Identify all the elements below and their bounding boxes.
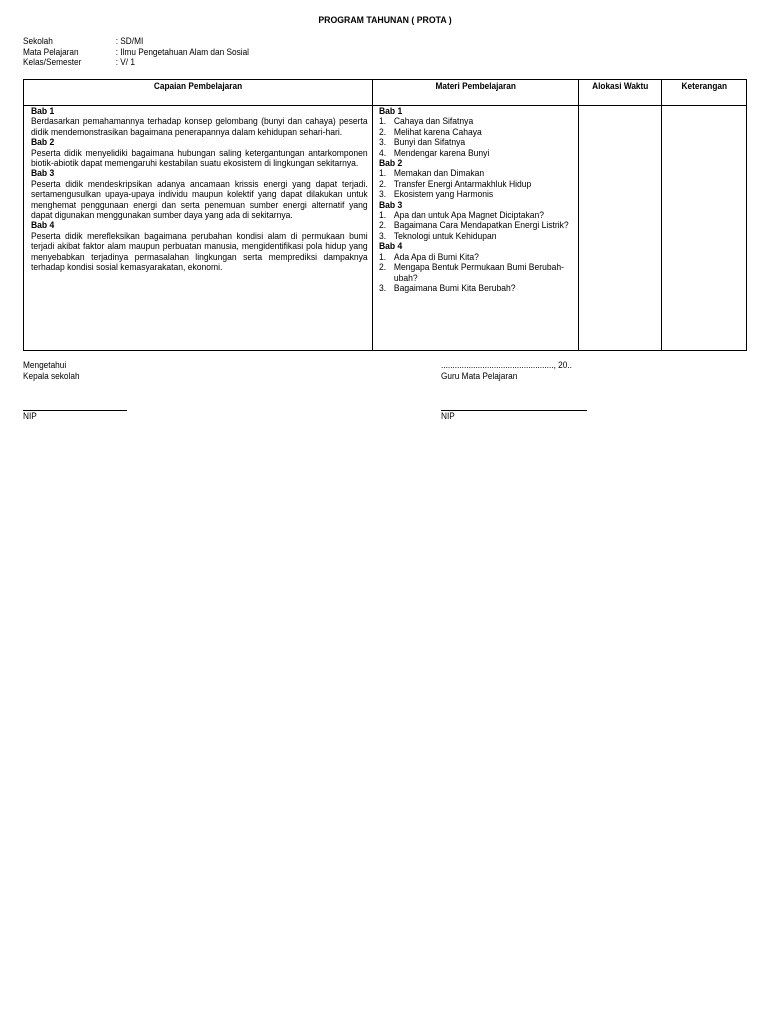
- list-item: [379, 210, 574, 220]
- list-item: [379, 189, 574, 199]
- list-number: 4.: [379, 147, 387, 158]
- list-number: 3.: [379, 189, 387, 200]
- list-number: 3.: [379, 282, 387, 293]
- materi-bab-title: Bab 2: [379, 158, 403, 169]
- meta-row-school: [23, 36, 249, 47]
- list-number: 1.: [379, 210, 387, 221]
- header-materi: Materi Pembelajaran: [373, 80, 579, 106]
- meta-row-class: [23, 57, 249, 68]
- capaian-bab-title: Bab 2: [31, 137, 55, 148]
- list-item: [379, 127, 574, 137]
- list-text: Teknologi untuk Kehidupan: [393, 230, 497, 241]
- list-number: 2.: [379, 126, 387, 137]
- capaian-text: Peserta didik mendeskripsikan adanya ancamaan krissis energi yang dapat terjadi. sertamengusulkan upaya-upaya individu maupun kolektif yang dapat dilakukan untuk menghemat penggunaan energi dan serta penemuan sumber energi alternatif yang dapat digunakan menggunakan sumber daya yang ada di sekitarnya.: [31, 178, 368, 221]
- header-keterangan: Keterangan: [662, 80, 747, 106]
- list-text: Cahaya dan Sifatnya: [393, 116, 474, 127]
- capaian-bab-title: Bab 4: [31, 220, 55, 231]
- list-number: 2.: [379, 262, 387, 273]
- meta-value: : V/ 1: [115, 57, 136, 67]
- list-text: Transfer Energi Antarmakhluk Hidup: [393, 178, 532, 189]
- list-text: Bagaimana Cara Mendapatkan Energi Listrik?: [393, 220, 569, 231]
- materi-bab-title: Bab 4: [379, 241, 403, 252]
- list-item: [379, 148, 574, 158]
- list-number: 3.: [379, 137, 387, 148]
- list-number: 1.: [379, 251, 387, 262]
- capaian-text: Peserta didik merefleksikan bagaimana perubahan kondisi alam di permukaan bumi terjadi akibat faktor alam maupun perbuatan manusia, mengidentifikasi pola hidup yang menyebabkan terjadinya permasalahan lingkungan serta memprediksi dampaknya terhadap kondisi sosial kemasyarakatan, ekonomi.: [31, 230, 368, 273]
- signature-line-principal: [23, 410, 127, 411]
- signature-block-teacher: [441, 360, 587, 381]
- list-item: [379, 262, 574, 283]
- list-text: Ekosistem yang Harmonis: [393, 189, 494, 200]
- list-number: 2.: [379, 220, 387, 231]
- list-number: 3.: [379, 230, 387, 241]
- meta-label: Kelas/Semester: [23, 57, 82, 67]
- materi-cell: [373, 106, 579, 351]
- meta-value: : Ilmu Pengetahuan Alam dan Sosial: [115, 46, 250, 57]
- list-item: [379, 252, 574, 262]
- list-text: Memakan dan Dimakan: [393, 168, 485, 179]
- list-text: Bagaimana Bumi Kita Berubah?: [393, 282, 516, 293]
- list-text: Mengapa Bentuk Permukaan Bumi Berubah-ubah?: [393, 262, 564, 283]
- alokasi-cell: [579, 106, 662, 351]
- header-capaian: Capaian Pembelajaran: [24, 80, 373, 106]
- document-meta: [23, 36, 274, 68]
- capaian-text: Berdasarkan pemahamannya terhadap konsep gelombang (bunyi dan cahaya) peserta didik mendemonstrasikan bagaimana penerapannya dalam kehidupan sehari-hari.: [31, 116, 368, 137]
- capaian-cell: [24, 106, 373, 351]
- signature-block-principal: [23, 360, 86, 381]
- capaian-bab-title: Bab 1: [31, 106, 55, 116]
- list-item: [379, 137, 574, 147]
- footer-date-placeholder: ................................................., 20..: [441, 360, 572, 370]
- list-item: [379, 220, 574, 230]
- list-text: Apa dan untuk Apa Magnet Diciptakan?: [393, 210, 544, 221]
- capaian-bab-title: Bab 3: [31, 168, 55, 179]
- list-text: Melihat karena Cahaya: [393, 126, 482, 137]
- meta-label: Sekolah: [23, 36, 53, 46]
- capaian-text: Peserta didik menyelidiki bagaimana hubungan saling ketergantungan antarkomponen biotik-abiotik dapat memengaruhi kestabilan suatu ekosistem di lingkungan sekitarnya.: [31, 147, 368, 169]
- meta-value: : SD/MI: [115, 36, 144, 46]
- footer-principal-label: Kepala sekolah: [23, 370, 80, 381]
- footer-acknowledged-label: Mengetahui: [23, 360, 67, 370]
- list-number: 1.: [379, 116, 387, 127]
- list-item: [379, 179, 574, 189]
- list-item: [379, 283, 574, 293]
- list-number: 1.: [379, 168, 387, 179]
- list-text: Mendengar karena Bunyi: [393, 147, 490, 158]
- footer-teacher-label: Guru Mata Pelajaran: [441, 370, 518, 381]
- keterangan-cell: [662, 106, 747, 351]
- nip-label-principal: NIP: [23, 411, 37, 421]
- materi-bab-title: Bab 3: [379, 199, 403, 210]
- document-title: PROGRAM TAHUNAN ( PROTA ): [318, 15, 452, 26]
- table-row: [24, 106, 747, 351]
- materi-bab-title: Bab 1: [379, 106, 403, 116]
- prota-table: [23, 79, 747, 351]
- meta-label: Mata Pelajaran: [23, 46, 79, 57]
- header-alokasi: Alokasi Waktu: [579, 80, 662, 106]
- nip-label-teacher: NIP: [441, 411, 455, 421]
- list-item: [379, 116, 574, 126]
- table-header-row: [24, 80, 747, 106]
- signature-line-teacher: [441, 410, 587, 411]
- list-number: 2.: [379, 178, 387, 189]
- list-item: [379, 168, 574, 178]
- meta-row-subject: [23, 47, 249, 58]
- list-text: Ada Apa di Bumi Kita?: [393, 251, 479, 262]
- list-text: Bunyi dan Sifatnya: [393, 137, 466, 148]
- list-item: [379, 231, 574, 241]
